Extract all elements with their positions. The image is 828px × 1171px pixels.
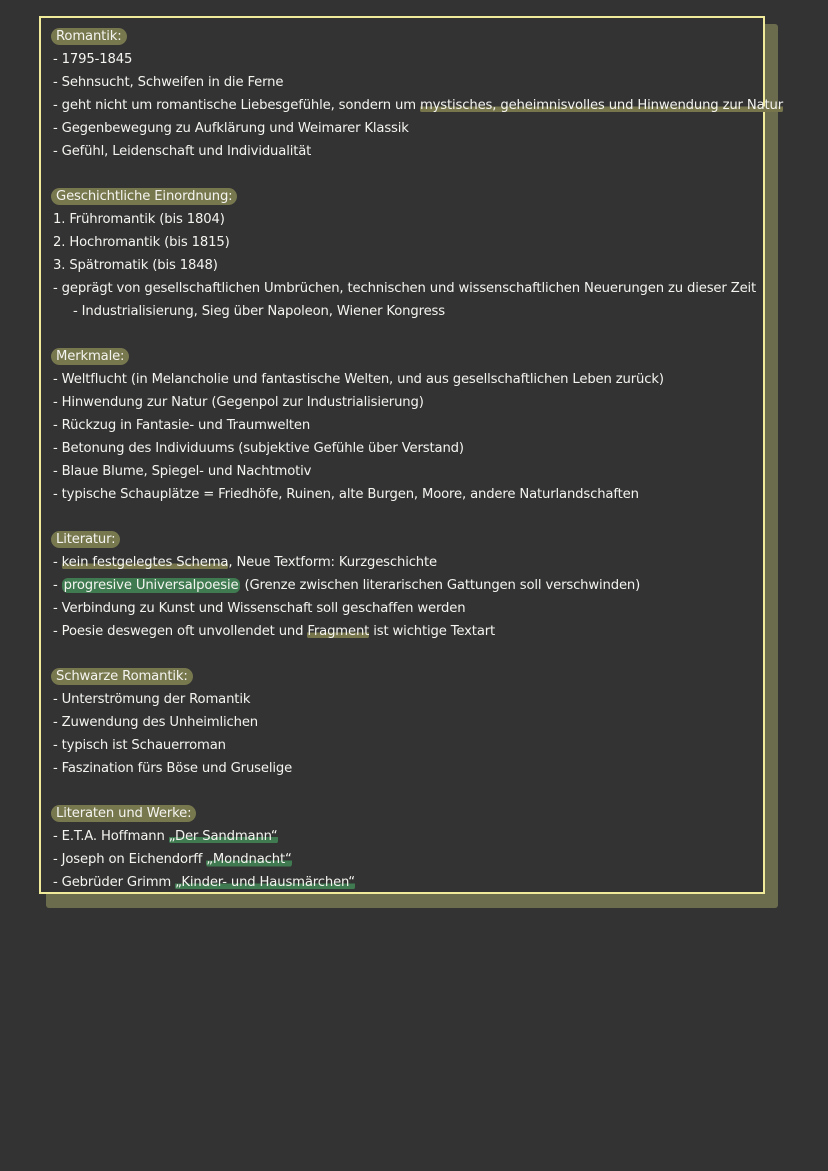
highlight-schema: kein festgelegtes Schema [61, 555, 229, 570]
schwarze-line-4: - Faszination fürs Böse und Gruselige [53, 761, 293, 776]
literatur-line-2-suffix: (Grenze zwischen literarischen Gattungen soll verschwinden) [240, 578, 641, 593]
literatur-line-3: - Verbindung zu Kunst und Wissenschaft soll geschaffen werden [53, 601, 466, 616]
heading-romantik: Romantik: [51, 28, 127, 45]
notes-card [39, 16, 784, 894]
romantik-line-1: - 1795-1845 [53, 52, 133, 67]
highlight-maerchen: „Kinder- und Hausmärchen“ [175, 875, 355, 890]
romantik-line-4: - Gegenbewegung zu Aufklärung und Weimarer Klassik [53, 121, 409, 136]
merkmale-line-5: - Blaue Blume, Spiegel- und Nachtmotiv [53, 464, 312, 479]
literatur-line-1-suffix: , Neue Textform: Kurzgeschichte [228, 555, 437, 570]
romantik-line-3 [53, 94, 784, 117]
highlight-fragment: Fragment [307, 624, 370, 639]
literaten-line-3 [53, 871, 753, 894]
highlight-sandmann: „Der Sandmann“ [168, 829, 278, 844]
schwarze-line-1: - Unterströmung der Romantik [53, 692, 251, 707]
geschichte-line-4: - geprägt von gesellschaftlichen Umbrüchen, technischen und wissenschaftlichen Neuerungen zu dieser Zeit [53, 281, 757, 296]
literaten-line-2-author: - Joseph on Eichendorff [53, 852, 207, 867]
literaten-line-2 [53, 848, 753, 871]
merkmale-line-2: - Hinwendung zur Natur (Gegenpol zur Industrialisierung) [53, 395, 424, 410]
schwarze-line-3: - typisch ist Schauerroman [53, 738, 226, 753]
literatur-line-2 [53, 574, 753, 597]
literaten-line-1 [53, 825, 753, 848]
heading-literatur: Literatur: [51, 531, 120, 548]
geschichte-line-2: 2. Hochromantik (bis 1815) [53, 235, 230, 250]
geschichte-line-3: 3. Spätromatik (bis 1848) [53, 258, 218, 273]
merkmale-line-1: - Weltflucht (in Melancholie und fantastische Welten, und aus gesellschaftlichen Leben zurück) [53, 372, 664, 387]
schwarze-line-2: - Zuwendung des Unheimlichen [53, 715, 258, 730]
highlight-natur: mystisches, geheimnisvolles und Hinwendung zur Natur [419, 98, 784, 113]
heading-geschichte: Geschichtliche Einordnung: [51, 188, 237, 205]
literatur-line-4 [53, 620, 753, 643]
literatur-line-4-prefix: - Poesie deswegen oft unvollendet und [53, 624, 308, 639]
heading-schwarze-romantik: Schwarze Romantik: [51, 668, 193, 685]
highlight-mondnacht: „Mondnacht“ [206, 852, 292, 867]
literatur-line-2-prefix: - [53, 578, 62, 593]
merkmale-line-4: - Betonung des Individuums (subjektive Gefühle über Verstand) [53, 441, 464, 456]
literaten-line-3-author: - Gebrüder Grimm [53, 875, 176, 890]
romantik-line-2: - Sehnsucht, Schweifen in die Ferne [53, 75, 284, 90]
romantik-line-5: - Gefühl, Leidenschaft und Individualität [53, 144, 312, 159]
highlight-universalpoesie: progresive Universalpoesie [63, 578, 239, 593]
notes-content [53, 25, 784, 894]
heading-merkmale: Merkmale: [51, 348, 129, 365]
merkmale-line-6: - typische Schauplätze = Friedhöfe, Ruinen, alte Burgen, Moore, andere Naturlandschaften [53, 487, 639, 502]
heading-literaten: Literaten und Werke: [51, 805, 196, 822]
romantik-line-3-text: - geht nicht um romantische Liebesgefühle, sondern um [53, 98, 420, 113]
literatur-line-1 [53, 551, 753, 574]
literatur-line-1-prefix: - [53, 555, 62, 570]
literatur-line-4-suffix: ist wichtige Textart [369, 624, 496, 639]
merkmale-line-3: - Rückzug in Fantasie- und Traumwelten [53, 418, 311, 433]
geschichte-line-1: 1. Frühromantik (bis 1804) [53, 212, 225, 227]
literaten-line-1-author: - E.T.A. Hoffmann [53, 829, 169, 844]
geschichte-line-5: - Industrialisierung, Sieg über Napoleon, Wiener Kongress [73, 304, 445, 319]
